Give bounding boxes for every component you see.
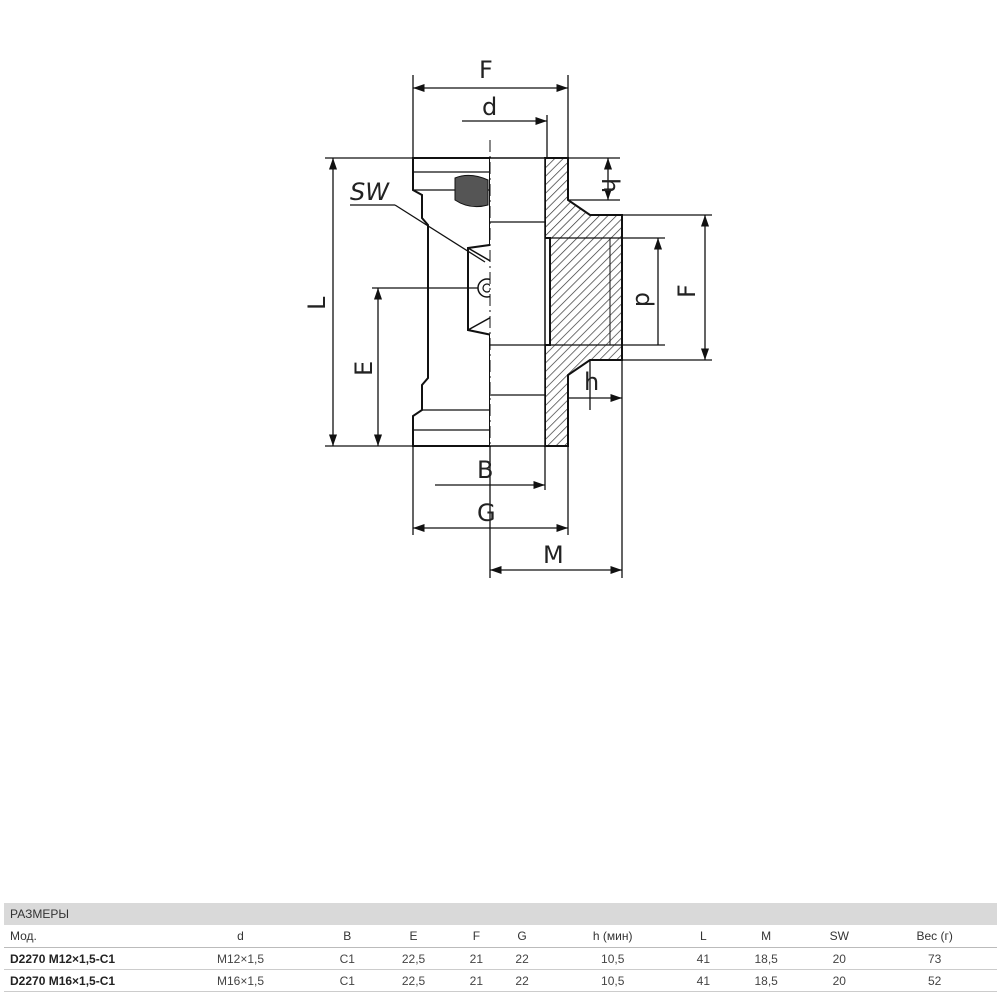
- cell-L: 41: [680, 948, 726, 970]
- header-SW: SW: [806, 925, 872, 948]
- label-F-right: F: [673, 284, 701, 298]
- cell-E: 22,5: [374, 970, 454, 992]
- cell-F: 21: [454, 948, 500, 970]
- header-G: G: [499, 925, 545, 948]
- label-h-top: h: [596, 178, 624, 194]
- label-E: E: [350, 360, 378, 376]
- label-SW: SW: [350, 178, 389, 206]
- cell-G: 22: [499, 970, 545, 992]
- header-d: d: [160, 925, 321, 948]
- cell-M: 18,5: [726, 948, 806, 970]
- cell-E: 22,5: [374, 948, 454, 970]
- header-weight: Вес (г): [872, 925, 997, 948]
- cell-h: 10,5: [545, 948, 681, 970]
- cell-B: C1: [321, 970, 374, 992]
- cell-d: M12×1,5: [160, 948, 321, 970]
- label-F-top: F: [479, 56, 493, 84]
- label-M: M: [543, 541, 564, 569]
- cell-L: 41: [680, 970, 726, 992]
- dimensions-table: [4, 903, 997, 992]
- table-row: [4, 970, 997, 992]
- cell-G: 22: [499, 948, 545, 970]
- header-M: M: [726, 925, 806, 948]
- tee-fitting: [413, 140, 622, 470]
- cell-SW: 20: [806, 948, 872, 970]
- header-L: L: [680, 925, 726, 948]
- header-h: h (мин): [545, 925, 681, 948]
- label-L: L: [303, 296, 331, 310]
- label-d-top: d: [482, 93, 498, 121]
- cell-M: 18,5: [726, 970, 806, 992]
- table-row: [4, 948, 997, 970]
- header-F: F: [454, 925, 500, 948]
- cell-SW: 20: [806, 970, 872, 992]
- cell-B: C1: [321, 948, 374, 970]
- cell-d: M16×1,5: [160, 970, 321, 992]
- label-h-bottom: h: [584, 368, 600, 396]
- label-d-right: d: [630, 292, 658, 308]
- label-B: B: [477, 456, 494, 484]
- table-header-row: [4, 925, 997, 948]
- cell-model: D2270 M16×1,5-C1: [4, 970, 160, 992]
- cell-h: 10,5: [545, 970, 681, 992]
- cell-model: D2270 M12×1,5-C1: [4, 948, 160, 970]
- table-title: РАЗМЕРЫ: [4, 903, 997, 925]
- header-B: B: [321, 925, 374, 948]
- header-model: Мод.: [4, 925, 160, 948]
- cell-weight: 52: [872, 970, 997, 992]
- label-G: G: [477, 499, 496, 527]
- cell-F: 21: [454, 970, 500, 992]
- header-E: E: [374, 925, 454, 948]
- cell-weight: 73: [872, 948, 997, 970]
